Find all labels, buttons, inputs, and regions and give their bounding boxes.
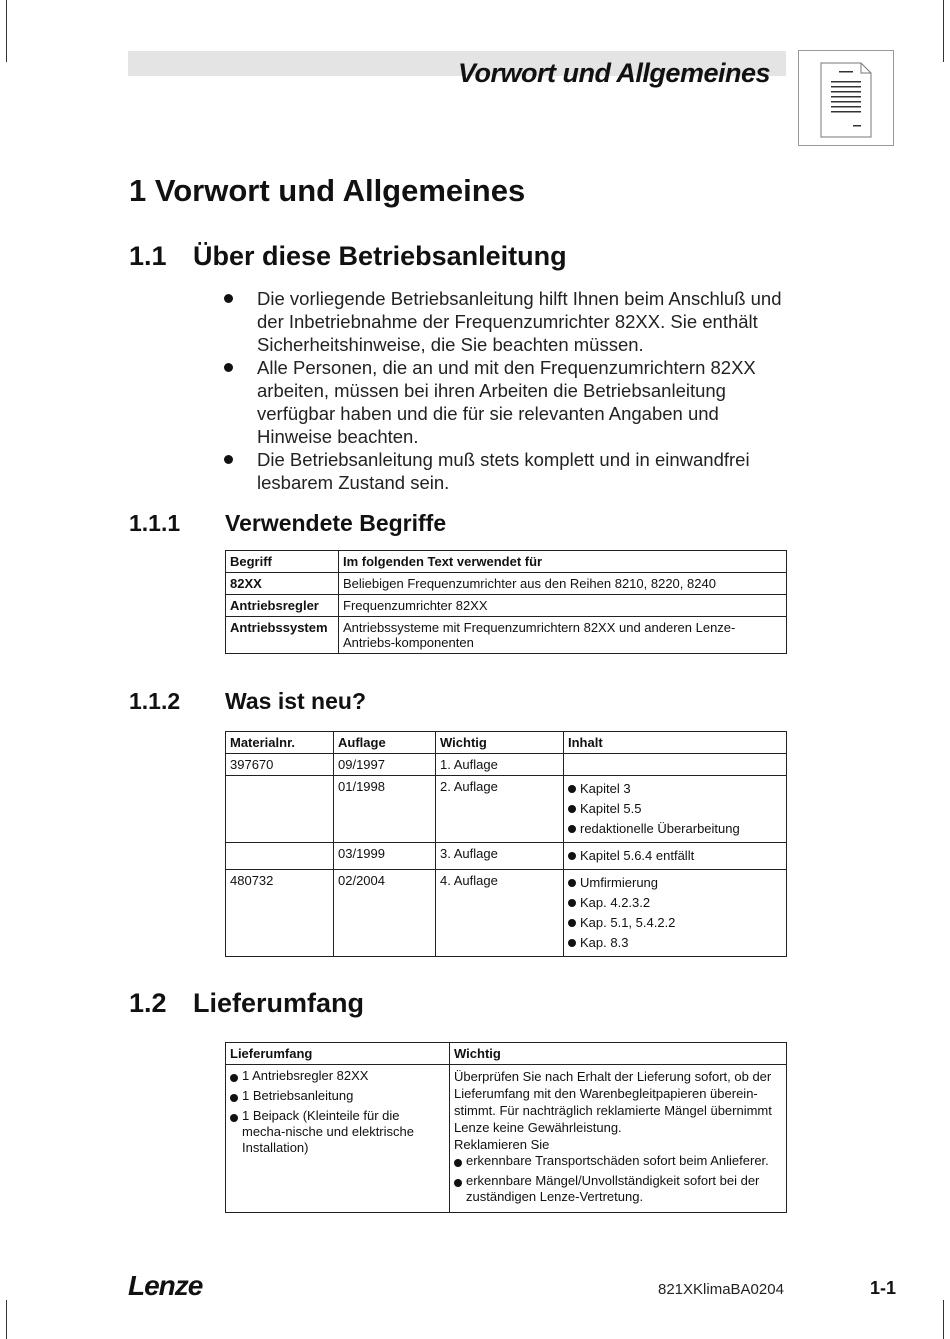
bullet-icon [224, 363, 233, 372]
list-item: erkennbare Mängel/Unvollständigkeit sofort bei der zuständigen Lenze-Vertretung. [454, 1173, 782, 1205]
definition-cell: Beliebigen Frequenzumrichter aus den Reihen 8210, 8220, 8240 [339, 573, 787, 595]
complain-intro: Reklamieren Sie [454, 1137, 550, 1152]
table-header-row [226, 551, 787, 573]
table-row [226, 573, 787, 595]
terms-table [225, 550, 787, 654]
table-row [226, 617, 787, 654]
running-header-title: Vorwort und Allgemeines [457, 58, 770, 88]
revision-table [225, 731, 787, 957]
list-item: 1 Beipack (Kleinteile für die mecha-nische und elektrische Installation) [230, 1108, 445, 1156]
bullet-icon [568, 785, 576, 793]
list-item: Kapitel 5.6.4 entfällt [568, 846, 782, 866]
section-title: Was ist neu? [225, 688, 366, 714]
section-number: 1.1 [129, 241, 167, 271]
list-item: Alle Personen, die an und mit den Frequenzumrichtern 82XX arbeiten, müssen bei ihren Arbeiten die Betriebsanleitung verfügbar haben und die für sie relevanten Angaben und Hinweise beachten. [224, 356, 794, 448]
list-item: Kapitel 3 [568, 779, 782, 799]
list-item: Umfirmierung [568, 873, 782, 893]
table-row [226, 595, 787, 617]
material-cell [226, 843, 334, 870]
bullet-icon [224, 455, 233, 464]
section-number: 1.2 [129, 988, 167, 1018]
column-header: Lieferumfang [226, 1043, 450, 1065]
bullet-icon [568, 825, 576, 833]
list-item: Die vorliegende Betriebsanleitung hilft Ihnen beim Anschluß und der Inbetriebnahme der Frequenzumrichter 82XX. Sie enthält Sicherheitshinweise, die Sie beachten müssen. [224, 287, 794, 356]
term-cell: Antriebsregler [226, 595, 339, 617]
crop-mark [943, 1300, 944, 1339]
section-title: Lieferumfang [193, 988, 365, 1018]
table-header-row [226, 1043, 787, 1065]
material-cell [226, 776, 334, 843]
column-header: Wichtig [436, 732, 564, 754]
column-header: Auflage [334, 732, 436, 754]
table-header-row [226, 732, 787, 754]
delivery-table [225, 1042, 787, 1213]
content-cell [564, 776, 787, 843]
document-code: 821XKlimaBA0204 [658, 1281, 784, 1298]
column-header: Im folgenden Text verwendet für [339, 551, 787, 573]
edition-cell: 4. Auflage [436, 870, 564, 957]
crop-mark [943, 0, 944, 62]
definition-cell: Antriebssysteme mit Frequenzumrichtern 82XX und anderen Lenze-Antriebs-komponenten [339, 617, 787, 654]
notes-cell [450, 1065, 787, 1213]
content-cell [564, 754, 787, 776]
bullet-icon [230, 1114, 238, 1122]
list-item: Die Betriebsanleitung muß stets komplett und in einwandfrei lesbarem Zustand sein. [224, 448, 794, 494]
table-row [226, 870, 787, 957]
page-number: 1-1 [870, 1278, 897, 1298]
column-header: Materialnr. [226, 732, 334, 754]
chapter-number: 1 [129, 173, 147, 208]
edition-date-cell: 03/1999 [334, 843, 436, 870]
bullet-icon [454, 1159, 462, 1167]
term-cell: Antriebssystem [226, 617, 339, 654]
edition-date-cell: 02/2004 [334, 870, 436, 957]
chapter-title: Vorwort und Allgemeines [154, 173, 526, 208]
document-icon [798, 50, 894, 146]
term-cell: 82XX [226, 573, 339, 595]
crop-mark [6, 1300, 7, 1339]
edition-cell: 3. Auflage [436, 843, 564, 870]
column-header: Wichtig [450, 1043, 787, 1065]
column-header: Inhalt [564, 732, 787, 754]
intro-bullet-list [224, 287, 794, 494]
list-item: redaktionelle Überarbeitung [568, 819, 782, 839]
bullet-icon [568, 879, 576, 887]
list-item: Kap. 4.2.3.2 [568, 893, 782, 913]
content-list [568, 873, 782, 953]
section-title: Über diese Betriebsanleitung [193, 241, 567, 271]
content-cell [564, 843, 787, 870]
column-header: Begriff [226, 551, 339, 573]
list-item: 1 Antriebsregler 82XX [230, 1068, 445, 1084]
edition-cell: 1. Auflage [436, 754, 564, 776]
bullet-icon [568, 899, 576, 907]
bullet-icon [568, 919, 576, 927]
material-cell: 480732 [226, 870, 334, 957]
bullet-icon [568, 939, 576, 947]
section-heading-1-1-2 [129, 688, 366, 715]
content-list [568, 779, 782, 839]
complain-list [454, 1153, 782, 1205]
section-heading-1-2 [129, 988, 364, 1019]
bullet-icon [230, 1074, 238, 1082]
list-item: Kapitel 5.5 [568, 799, 782, 819]
edition-date-cell: 09/1997 [334, 754, 436, 776]
bullet-icon [230, 1094, 238, 1102]
list-item: erkennbare Transportschäden sofort beim Anlieferer. [454, 1153, 782, 1169]
bullet-icon [454, 1179, 462, 1187]
section-heading-1-1 [129, 241, 567, 272]
edition-date-cell: 01/1998 [334, 776, 436, 843]
list-item: Kap. 5.1, 5.4.2.2 [568, 913, 782, 933]
definition-cell: Frequenzumrichter 82XX [339, 595, 787, 617]
content-list [568, 846, 782, 866]
section-heading-1-1-1 [129, 510, 446, 537]
lenze-logo: Lenze [128, 1270, 203, 1301]
inspection-note: Überprüfen Sie nach Erhalt der Lieferung sofort, ob der Lieferumfang mit den Warenbegleitpapieren überein-stimmt. Für nachträglich reklamierte Mängel übernimmt Lenze keine Gewährleistung. [454, 1069, 772, 1135]
bullet-icon [568, 805, 576, 813]
table-row [226, 754, 787, 776]
material-cell: 397670 [226, 754, 334, 776]
delivery-items-list [230, 1068, 445, 1156]
chapter-heading [129, 173, 525, 209]
section-number: 1.1.2 [129, 688, 181, 714]
table-row [226, 776, 787, 843]
crop-mark [6, 0, 7, 62]
edition-cell: 2. Auflage [436, 776, 564, 843]
list-item: 1 Betriebsanleitung [230, 1088, 445, 1104]
content-cell [564, 870, 787, 957]
bullet-icon [224, 294, 233, 303]
section-number: 1.1.1 [129, 510, 181, 536]
list-item: Kap. 8.3 [568, 933, 782, 953]
delivery-items-cell [226, 1065, 450, 1213]
table-row [226, 1065, 787, 1213]
section-title: Verwendete Begriffe [225, 510, 447, 536]
table-row [226, 843, 787, 870]
bullet-icon [568, 852, 576, 860]
